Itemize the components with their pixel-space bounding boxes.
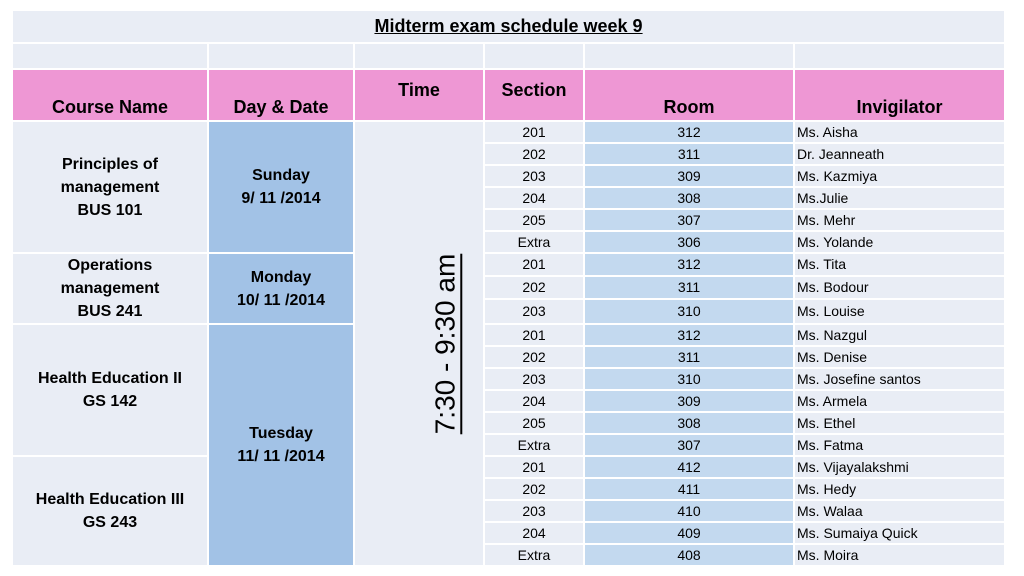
header-course-name: Course Name	[12, 69, 208, 121]
room-cell: 307	[584, 434, 794, 456]
room-cell: 307	[584, 209, 794, 231]
course-name-cell	[12, 121, 208, 253]
section-cell: Extra	[484, 231, 584, 253]
course-code: GS 142	[82, 393, 138, 410]
invigilator-cell: Ms. Sumaiya Quick	[794, 522, 1005, 544]
section-cell: 202	[484, 143, 584, 165]
section-cell: 204	[484, 522, 584, 544]
course-name-line: management	[60, 280, 160, 297]
schedule-title: Midterm exam schedule week 9	[12, 10, 1005, 43]
header-room: Room	[584, 69, 794, 121]
empty-cell	[354, 43, 484, 69]
room-cell: 309	[584, 165, 794, 187]
empty-cell	[794, 43, 1005, 69]
invigilator-cell: Ms. Fatma	[794, 434, 1005, 456]
empty-cell	[12, 43, 208, 69]
invigilator-cell: Ms. Vijayalakshmi	[794, 456, 1005, 478]
course-code: BUS 241	[77, 303, 143, 320]
invigilator-cell: Ms. Hedy	[794, 478, 1005, 500]
room-cell: 310	[584, 368, 794, 390]
room-cell: 409	[584, 522, 794, 544]
room-cell: 311	[584, 346, 794, 368]
exam-date: 11/ 11 /2014	[237, 448, 325, 465]
section-cell: 202	[484, 276, 584, 299]
section-cell: 203	[484, 299, 584, 324]
section-cell: Extra	[484, 434, 584, 456]
exam-schedule-table	[11, 9, 1006, 567]
invigilator-cell: Ms. Josefine santos	[794, 368, 1005, 390]
header-invigilator: Invigilator	[794, 69, 1005, 121]
room-cell: 311	[584, 143, 794, 165]
section-cell: 201	[484, 456, 584, 478]
course-name-line: Health Education II	[37, 370, 182, 387]
section-cell: Extra	[484, 544, 584, 566]
table-row	[12, 324, 1005, 346]
section-cell: 203	[484, 165, 584, 187]
section-cell: 205	[484, 209, 584, 231]
room-cell: 312	[584, 121, 794, 143]
room-cell: 310	[584, 299, 794, 324]
course-code: BUS 101	[77, 201, 143, 219]
room-cell: 306	[584, 231, 794, 253]
section-cell: 201	[484, 324, 584, 346]
day-date-cell	[208, 324, 354, 566]
room-cell: 312	[584, 324, 794, 346]
course-name-cell	[12, 324, 208, 456]
room-cell: 411	[584, 478, 794, 500]
empty-cell	[584, 43, 794, 69]
room-cell: 308	[584, 412, 794, 434]
invigilator-cell: Ms. Mehr	[794, 209, 1005, 231]
room-cell: 410	[584, 500, 794, 522]
course-name-cell	[12, 253, 208, 324]
room-cell: 309	[584, 390, 794, 412]
invigilator-cell: Ms. Moira	[794, 544, 1005, 566]
invigilator-cell: Ms. Bodour	[794, 276, 1005, 299]
section-cell: 204	[484, 390, 584, 412]
header-row	[12, 69, 1005, 121]
table-row	[12, 456, 1005, 478]
invigilator-cell: Ms. Ethel	[794, 412, 1005, 434]
header-time: Time	[354, 69, 484, 121]
invigilator-cell: Ms. Denise	[794, 346, 1005, 368]
invigilator-cell: Ms. Aisha	[794, 121, 1005, 143]
invigilator-cell: Ms. Kazmiya	[794, 165, 1005, 187]
section-cell: 202	[484, 478, 584, 500]
exam-date: 10/ 11 /2014	[236, 291, 326, 309]
time-slot: 7:30 - 9:30 am	[429, 253, 461, 434]
spacer-row	[12, 43, 1005, 69]
invigilator-cell: Dr. Jeanneath	[794, 143, 1005, 165]
table-row	[12, 121, 1005, 143]
room-cell: 408	[584, 544, 794, 566]
invigilator-cell: Ms. Walaa	[794, 500, 1005, 522]
room-cell: 311	[584, 276, 794, 299]
empty-cell	[484, 43, 584, 69]
section-cell: 205	[484, 412, 584, 434]
section-cell: 204	[484, 187, 584, 209]
invigilator-cell: Ms. Tita	[794, 253, 1005, 276]
title-row	[12, 10, 1005, 43]
section-cell: 203	[484, 500, 584, 522]
room-cell: 312	[584, 253, 794, 276]
invigilator-cell: Ms. Armela	[794, 390, 1005, 412]
exam-date: 9/ 11 /2014	[241, 190, 321, 207]
room-cell: 308	[584, 187, 794, 209]
day-date-cell	[208, 253, 354, 324]
section-cell: 201	[484, 253, 584, 276]
course-name-line: Principles of	[61, 155, 159, 173]
table-row	[12, 253, 1005, 276]
header-section: Section	[484, 69, 584, 121]
section-cell: 202	[484, 346, 584, 368]
invigilator-cell: Ms. Louise	[794, 299, 1005, 324]
day-name: Tuesday	[249, 425, 313, 442]
invigilator-cell: Ms. Yolande	[794, 231, 1005, 253]
day-name: Monday	[250, 268, 312, 286]
day-name: Sunday	[252, 167, 310, 184]
empty-cell	[208, 43, 354, 69]
day-date-cell	[208, 121, 354, 253]
course-name-line: Health Education III	[35, 491, 185, 508]
course-name-line: management	[60, 178, 160, 196]
invigilator-cell: Ms.Julie	[794, 187, 1005, 209]
section-cell: 201	[484, 121, 584, 143]
course-name-line: Operations	[67, 257, 153, 274]
invigilator-cell: Ms. Nazgul	[794, 324, 1005, 346]
course-name-cell	[12, 456, 208, 566]
room-cell: 412	[584, 456, 794, 478]
section-cell: 203	[484, 368, 584, 390]
time-cell	[354, 121, 484, 566]
header-day-date: Day & Date	[208, 69, 354, 121]
course-code: GS 243	[82, 514, 138, 531]
